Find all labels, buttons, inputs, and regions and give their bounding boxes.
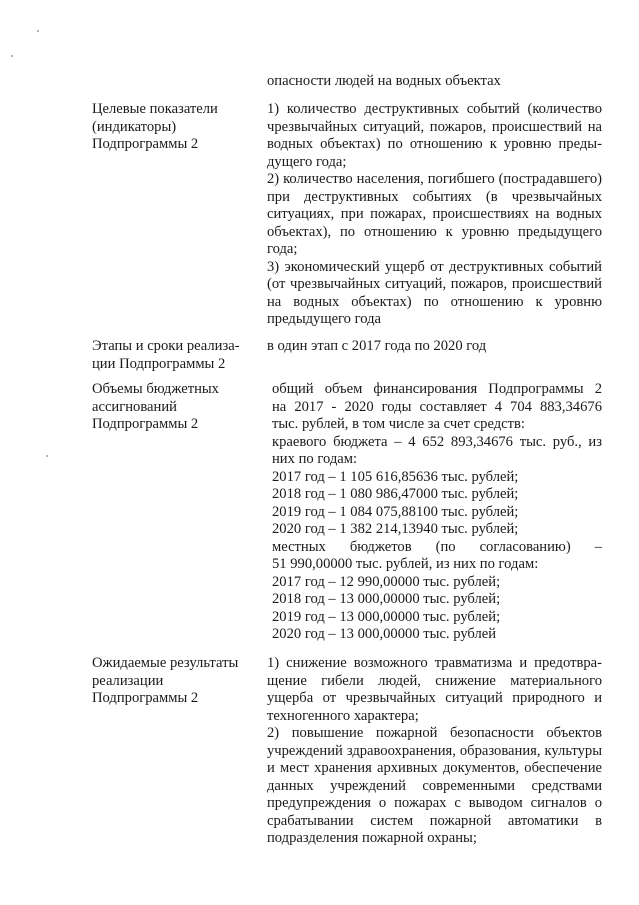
scan-speck [46, 455, 48, 457]
funding-line: общий объем финансирования Подпрограммы 2 [272, 381, 602, 397]
regional-year-amount: 2017 год – 1 105 616,85636 тыс. рублей; [272, 468, 519, 485]
row-content [267, 101, 602, 329]
funding-line: тыс. рублей, в том числе за счет средств: [272, 416, 525, 432]
label-line: Ожидаемые результаты [92, 655, 239, 671]
result-item: 1) снижение возможного травматизма и предотвращение гибели людей, снижение материального ущерба от чрезвычайных ситуаций природного и техногенного характера; [267, 655, 602, 724]
local-year-amount: 2018 год – 13 000,00000 тыс. рублей; [272, 591, 501, 607]
local-year-amount: 2017 год – 12 990,00000 тыс. рублей; [272, 573, 501, 590]
indicator-item: 3) экономический ущерб от деструктивных событий (от чрезвычайных ситуаций, пожаров, происшествий на водных объектах) по отношению к уровню предыдущего года [267, 258, 602, 327]
label-line: ции Подпрограммы 2 [92, 355, 226, 372]
regional-year-amount: 2018 год – 1 080 986,47000 тыс. рублей; [272, 486, 519, 502]
continuation-line: опасности людей на водных объектах [267, 73, 501, 89]
local-year-amount: 2020 год – 13 000,00000 тыс. рублей [272, 626, 497, 642]
row-label [92, 101, 262, 154]
stages-text: в один этап с 2017 года по 2020 год [267, 338, 487, 354]
funding-block [272, 381, 602, 644]
funding-line: местных бюджетов (по согласованию) – [272, 538, 602, 555]
label-line: Подпрограммы 2 [92, 136, 199, 152]
label-line: Объемы бюджетных [92, 381, 219, 397]
funding-line: краевого бюджета – 4 652 893,34676 тыс. руб., из [272, 433, 602, 450]
row-label [92, 338, 262, 373]
regional-year-amount: 2019 год – 1 084 075,88100 тыс. рублей; [272, 503, 519, 520]
scan-speck [37, 30, 39, 32]
label-line: реализации [92, 672, 164, 689]
row-content [267, 338, 602, 356]
local-year-amount: 2019 год – 13 000,00000 тыс. рублей; [272, 608, 501, 625]
indicator-item: 2) количество населения, погибшего (пострадавшего) при деструктивных событиях (в чрезвычайных ситуациях, при пожарах, происшествиях на водных объектах), по отношению к уровню предыдущего года; [267, 171, 602, 257]
row-label [92, 381, 262, 434]
regional-year-amount: 2020 год – 1 382 214,13940 тыс. рублей; [272, 521, 519, 537]
row-label [92, 655, 262, 708]
label-line: Подпрограммы 2 [92, 690, 199, 706]
funding-line: 51 990,00000 тыс. рублей, из них по годам: [272, 556, 539, 572]
label-line: Целевые показатели [92, 101, 218, 117]
result-item: 2) повышение пожарной безопасности объектов учреждений здравоохранения, образования, культуры и мест хранения архивных документов, обеспечение данных учреждений современными средствами предупреждения о пожарах с выводом сигналов о срабатывании систем пожарной автоматики в подразделения пожарной охраны; [267, 725, 602, 846]
funding-line: них по годам: [272, 451, 358, 467]
scan-speck [11, 55, 13, 57]
label-line: Подпрограммы 2 [92, 416, 199, 432]
funding-line: на 2017 - 2020 годы составляет 4 704 883,34676 [272, 398, 602, 415]
indicator-item: 1) количество деструктивных событий (количество чрезвычайных ситуаций, пожаров, происшествий на водных объектах) по отношению к уровню предыдущего года; [267, 101, 602, 170]
label-line: (индикаторы) [92, 118, 177, 135]
label-line: Этапы и сроки реализа- [92, 338, 240, 354]
label-line: ассигнований [92, 398, 177, 415]
row-content [267, 655, 602, 848]
